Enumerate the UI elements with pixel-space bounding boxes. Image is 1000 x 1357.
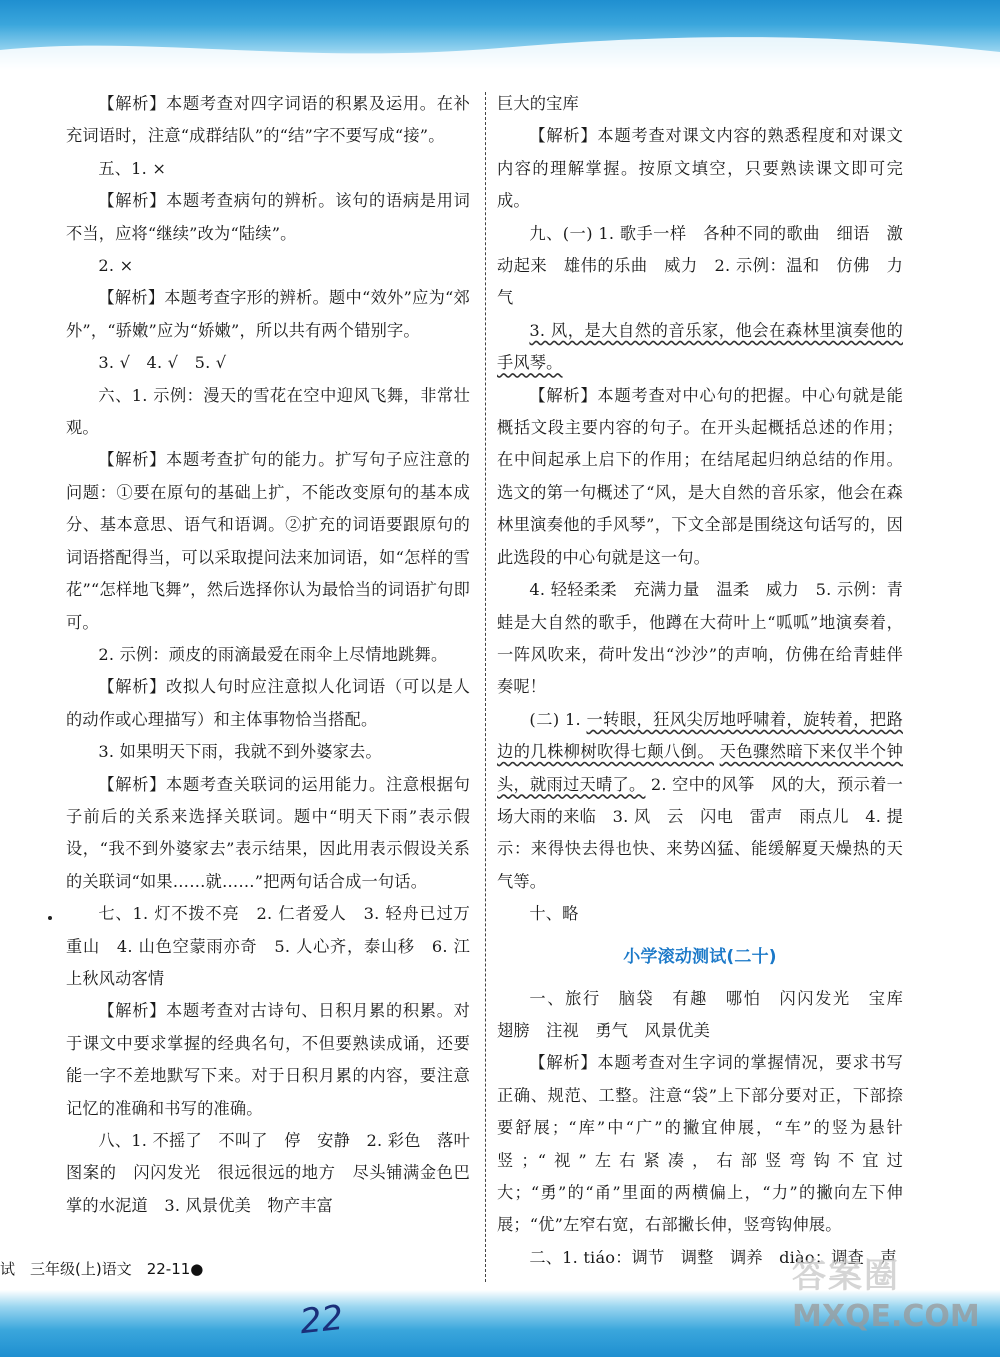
section-title: 小学滚动测试(二十) <box>623 946 777 967</box>
paragraph: 【解析】本题考查对四字词语的积累及运用。在补充词语时，注意“成群结队”的“结”字不要写成“接”。 <box>66 94 470 146</box>
watermark-top-text: 答案圈 <box>792 1256 900 1296</box>
handwritten-page-number: 22 <box>298 1297 346 1343</box>
top-wave-decoration <box>0 30 1000 70</box>
paragraph: 【解析】改拟人句时应注意拟人化词语（可以是人的动作或心理描写）和主体事物恰当搭配。 <box>66 677 470 729</box>
paragraph: 2. × <box>98 256 134 276</box>
paragraph: 七、1. 灯不拨不亮 2. 仁者爱人 3. 轻舟已过万重山 4. 山色空蒙雨亦奇 5. 人心齐，泰山移 6. 江上秋风动客情 <box>66 904 470 988</box>
watermark-bottom-text: MXQE.COM <box>792 1299 980 1334</box>
watermark-logo <box>792 1248 982 1348</box>
part-two-prefix: (二) 1. <box>529 709 587 729</box>
paragraph: 二、1. tiáo：调节 调整 调养 diào：调查 声 <box>529 1247 897 1267</box>
paragraph: 3. √ 4. √ 5. √ <box>98 353 227 373</box>
paragraph <box>497 315 903 380</box>
left-column <box>66 88 470 1222</box>
paragraph: 一、旅行 脑袋 有趣 哪怕 闪闪发光 宝库 翅膀 注视 勇气 风景优美 <box>497 988 920 1040</box>
paragraph: 【解析】本题考查对生字词的掌握情况，要求书写正确、规范、工整。注意“袋”上下部分要对正，下部捺要舒展；“库”中“广”的撇宜伸展，“车”的竖为悬针竖；“视”左右紧凑，右部竖弯钩不宜过大；“勇”的“甬”里面的两横偏上，“力”的撇向左下伸展；“优”左窄右宽，右部撇长伸，竖弯钩伸展。 <box>497 1053 903 1235</box>
paragraph: 【解析】本题考查字形的辨析。题中“效外”应为“郊外”，“骄嫩”应为“娇嫩”，所以共有两个错别字。 <box>66 288 470 340</box>
paragraph: 八、1. 不摇了 不叫了 停 安静 2. 彩色 落叶图案的 闪闪发光 很远很远的地方 尽头铺满金色巴掌的水泥道 3. 风景优美 物产丰富 <box>66 1131 470 1215</box>
paragraph: 十、略 <box>529 904 579 924</box>
wavy-underlined-sentence: 3. 风，是大自然的音乐家，他会在森林里演奏他的手风琴。 <box>497 320 903 373</box>
paragraph: 4. 轻轻柔柔 充满力量 温柔 威力 5. 示例：青蛙是大自然的歌手，他蹲在大荷叶上“呱呱”地演奏着，一阵风吹来，荷叶发出“沙沙”的声响，仿佛在给青蛙伴奏呢！ <box>497 580 903 697</box>
paragraph: 3. 如果明天下雨，我就不到外婆家去。 <box>98 742 382 762</box>
paragraph: 【解析】本题考查对中心句的把握。中心句就是能概括文段主要内容的句子。在开头起概括总述的作用；在中间起承上启下的作用；在结尾起归纳总结的作用。选文的第一句概述了“风，是大自然的音乐家，他会在森林里演奏他的手风琴”，下文全部是围绕这句话写的，因此选段的中心句就是这一句。 <box>497 385 903 567</box>
paragraph: 巨大的宝库 <box>497 94 579 113</box>
wavy-underlined-sentence: 天色骤然暗下来仅半个钟头，就雨过天晴了。 <box>497 742 903 794</box>
paragraph: 【解析】本题考查关联词的运用能力。注意根据句子前后的关系来选择关联词。题中“明天下雨”表示假设，“我不到外婆家去”表示结果，因此用表示假设关系的关联词“如果……就……”把两句话合成一句话。 <box>66 774 470 891</box>
paragraph: 【解析】本题考查对课文内容的熟悉程度和对课文内容的理解掌握。按原文填空，只要熟读课文即可完成。 <box>497 126 903 211</box>
part-two-rest: 2. 空中的风筝 风的大，预示着一场大雨的来临 3. 风 云 闪电 雷声 雨点儿 4. 提示：来得快去得也快、来势凶猛、能缓解夏天燥热的天气等。 <box>497 774 903 891</box>
paragraph: 【解析】本题考查病句的辨析。该句的语病是用词不当，应将“继续”改为“陆续”。 <box>66 191 470 243</box>
paragraph: 六、1. 示例：漫天的雪花在空中迎风飞舞，非常壮观。 <box>66 385 470 438</box>
wavy-underlined-sentence: 一转眼，狂风尖厉地呼啸着，旋转着，把路边的几株柳树吹得七颠八倒。 <box>497 709 903 762</box>
page-footer: 试 三年级(上)语文 22-11● <box>0 1260 204 1278</box>
column-divider <box>485 92 486 1282</box>
paragraph <box>497 704 903 898</box>
margin-dot <box>48 916 52 920</box>
paragraph: 【解析】本题考查对古诗句、日积月累的积累。对于课文中要求掌握的经典名句，不但要熟读成诵，还要能一字不差地默写下来。对于日积月累的内容，要注意记忆的准确和书写的准确。 <box>66 1001 470 1118</box>
paragraph: 九、(一) 1. 歌手一样 各种不同的歌曲 细语 激动起来 雄伟的乐曲 威力 2. 示例：温和 仿佛 力气 <box>497 223 903 308</box>
top-decorative-band <box>0 0 1000 70</box>
paragraph: 【解析】本题考查扩句的能力。扩写句子应注意的问题：①要在原句的基础上扩，不能改变原句的基本成分、基本意思、语气和语调。②扩充的词语要跟原句的词语搭配得当，可以采取提问法来加词语，如“怎样的雪花”“怎样地飞舞”，然后选择你认为最恰当的词语扩句即可。 <box>66 450 470 632</box>
paragraph: 五、1. × <box>98 158 167 178</box>
right-column <box>497 88 920 1274</box>
paragraph: 2. 示例：顽皮的雨滴最爱在雨伞上尽情地跳舞。 <box>98 644 448 664</box>
